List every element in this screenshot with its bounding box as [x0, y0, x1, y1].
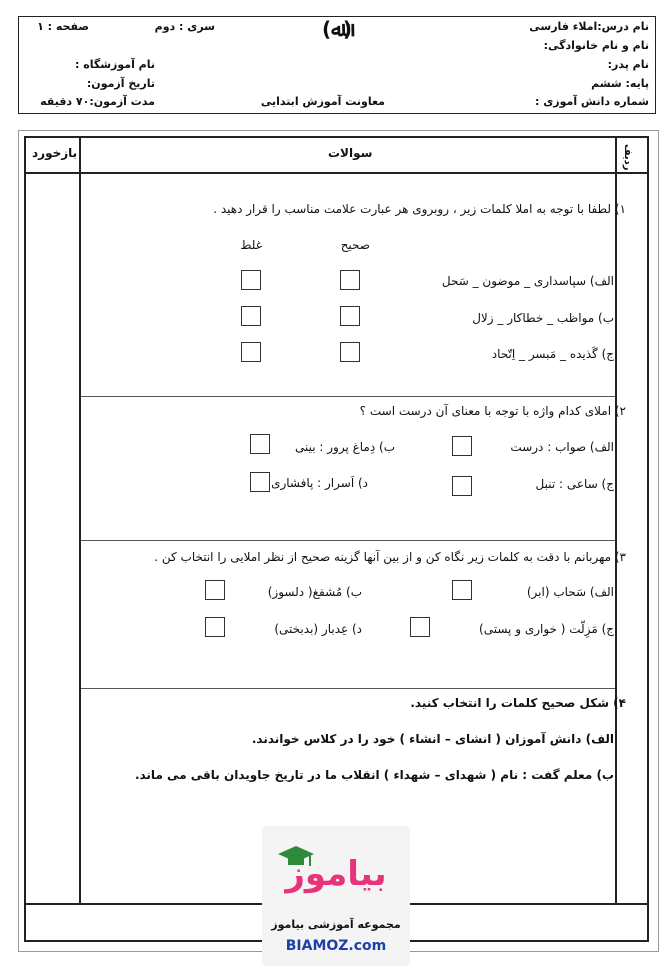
q1-item-b: ب) مواظب _ خطاکار _ زلال	[472, 311, 614, 325]
q2-option-b-checkbox[interactable]	[250, 434, 270, 454]
brand-subtitle: مجموعه آموزشی بیاموز	[271, 918, 401, 931]
emblem-icon: (ﷲ)	[322, 17, 352, 41]
office-label: معاونت آموزش ابتدایی	[260, 95, 385, 108]
brand-site: BIAMOZ.com	[285, 938, 387, 954]
brand-wordmark: بیاموز	[285, 854, 387, 894]
q4-line-b: ب) معلم گفت : نام ( شهدای – شهداء ) انقلاب ما در تاریخ جاویدان باقی می ماند.	[134, 768, 614, 782]
q2-option-c-checkbox[interactable]	[452, 476, 472, 496]
q2-option-d-checkbox[interactable]	[250, 472, 270, 492]
question-3-text: ۳) مهربانم با دقت به کلمات زیر نگاه کن و از بین آنها گزینه صحیح از نظر املایی را انتخاب کن .	[154, 550, 626, 564]
q3-option-b-checkbox[interactable]	[205, 580, 225, 600]
student-number-label: شماره دانش آموزی :	[534, 95, 649, 108]
grade-label: پایه: ششم	[591, 77, 649, 90]
q4-line-a: الف) دانش آموزان ( انشای – انشاء ) خود را در کلاس خواندند.	[251, 732, 614, 746]
q3-option-a: الف) سَحاب (ابر)	[526, 585, 614, 599]
q1-item-c-correct-checkbox[interactable]	[340, 342, 360, 362]
q1-item-c: ج) گَذیده _ مَبسر _ اِتّحاد	[491, 347, 614, 361]
q1-item-a: الف) سپاسداری _ موضون _ سَحل	[441, 274, 614, 288]
column-header-questions: سوالات	[328, 146, 373, 160]
q1-item-b-wrong-checkbox[interactable]	[241, 306, 261, 326]
q2-option-d: د) اَسرار : پافشاری	[271, 476, 368, 490]
q3-option-c: ج) مَزِلّت ( خواری و پستی)	[479, 622, 614, 636]
q1-item-a-wrong-checkbox[interactable]	[241, 270, 261, 290]
question-2-text: ۲) املای کدام واژه با توجه با معنای آن درست است ؟	[359, 404, 626, 418]
q2-option-a-checkbox[interactable]	[452, 436, 472, 456]
exam-date-label: تاریخ آزمون:	[86, 77, 155, 90]
q2-option-b: ب) دِماغ پرور : بینی	[294, 440, 395, 454]
q3-option-a-checkbox[interactable]	[452, 580, 472, 600]
q3-option-d-checkbox[interactable]	[205, 617, 225, 637]
wrong-column-label: غلط	[240, 238, 262, 252]
q1-item-c-wrong-checkbox[interactable]	[241, 342, 261, 362]
q3-option-d: د) عِدبار (بدبختی)	[274, 622, 362, 636]
exam-table	[24, 136, 649, 942]
page-number: صفحه : ۱	[37, 20, 89, 33]
biamoz-logo	[262, 826, 410, 966]
column-header-feedback: بازخورد	[32, 146, 78, 160]
father-name-label: نام پدر:	[607, 58, 649, 71]
duration-label: مدت آزمون:۷۰ دقیقه	[40, 95, 155, 108]
lesson-label: نام درس:املاء فارسی	[529, 20, 649, 33]
q2-option-a: الف) صواب : درست	[510, 440, 614, 454]
school-label: نام آموزشگاه :	[74, 58, 155, 71]
q2-option-c: ج) ساعی : تنبل	[535, 477, 614, 491]
column-header-row: ردیف	[622, 144, 633, 171]
series-label: سری : دوم	[154, 20, 215, 33]
q1-item-a-correct-checkbox[interactable]	[340, 270, 360, 290]
q1-item-b-correct-checkbox[interactable]	[340, 306, 360, 326]
exam-header	[18, 16, 656, 114]
q3-option-c-checkbox[interactable]	[410, 617, 430, 637]
q3-option-b: ب) مُشفغ( دلسوز)	[267, 585, 362, 599]
student-name-label: نام و نام خانوادگی:	[543, 39, 649, 52]
question-4-text: ۴) شکل صحیح کلمات را انتخاب کنید.	[410, 696, 626, 710]
correct-column-label: صحیح	[340, 238, 370, 252]
question-1-text: ۱) لطفا با توجه به املا کلمات زیر ، روبروی هر عبارت علامت مناسب را قرار دهید .	[213, 202, 626, 216]
